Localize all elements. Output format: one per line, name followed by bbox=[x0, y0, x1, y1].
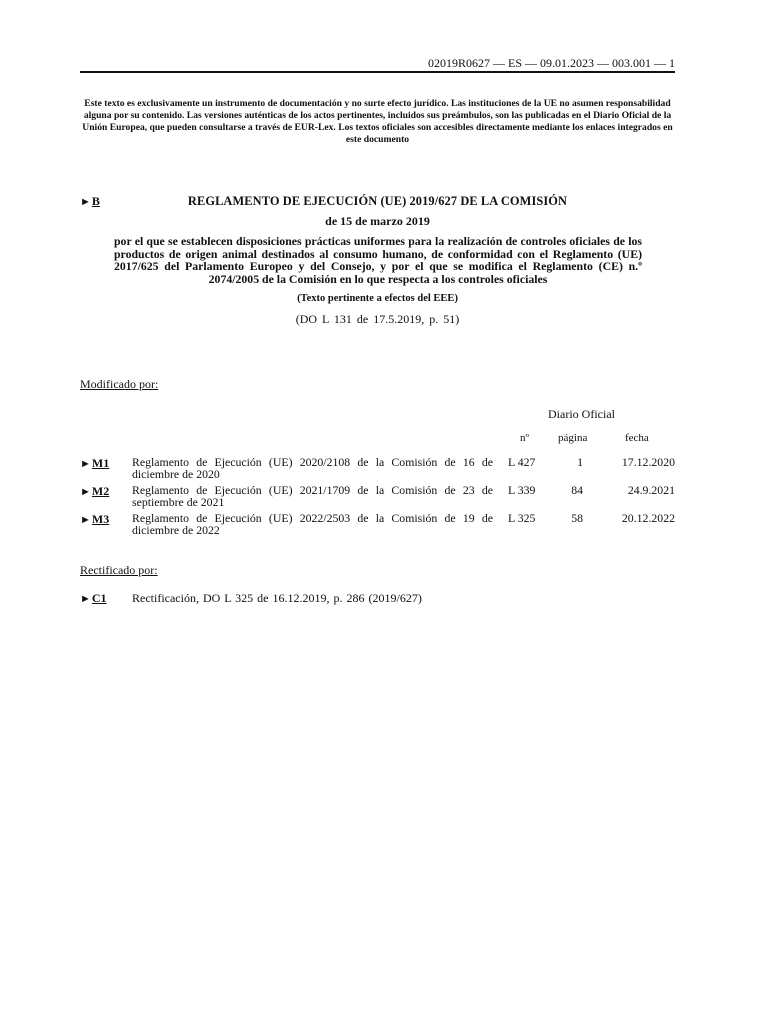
amendment-date: 17.12.2020 bbox=[621, 455, 675, 469]
amendment-marker[interactable] bbox=[80, 456, 109, 471]
document-page bbox=[80, 0, 675, 1024]
amendment-journal-number: L 339 bbox=[508, 483, 536, 497]
column-date: fecha bbox=[625, 432, 649, 444]
amendment-date: 24.9.2021 bbox=[627, 483, 675, 497]
regulation-subject: por el que se establecen disposiciones prácticas uniformes para la realización de controles oficiales de los productos de origen animal destinados al consumo humano, de conformidad con el Reglamento (UE) 2017/625 del Parlamento Europeo y del Consejo, y por el que se modifica el Reglamento (CE) n.º 2074/2005 de la Comisión en lo que respecta a los controles oficiales bbox=[114, 234, 642, 286]
amendment-marker[interactable] bbox=[80, 512, 109, 527]
amendment-page: 58 bbox=[571, 511, 583, 525]
column-page: página bbox=[558, 432, 588, 444]
corrected-by-label: Rectificado por: bbox=[80, 563, 158, 577]
regulation-date: de 15 de marzo 2019 bbox=[325, 214, 430, 228]
amendment-code[interactable]: M3 bbox=[91, 512, 110, 526]
amendment-journal-number: L 325 bbox=[508, 511, 536, 525]
amendment-row bbox=[80, 512, 675, 540]
amendment-description: Reglamento de Ejecución (UE) 2022/2503 de la Comisión de 19 de diciembre de 2022 bbox=[132, 511, 493, 537]
amendment-row bbox=[80, 484, 675, 512]
disclaimer: Este texto es exclusivamente un instrumento de documentación y no surte efecto jurídico. Las instituciones de la UE no asumen responsabilidad alguna por su contenido. Las versiones auténticas de los actos pertinentes, incluidos sus preámbulos, son las publicadas en el Diario Oficial de la Unión Europea, que pueden consultarse a través de EUR-Lex. Los textos oficiales son accesibles directamente mediante los enlaces integrados en este documento bbox=[82, 98, 673, 145]
regulation-title: REGLAMENTO DE EJECUCIÓN (UE) 2019/627 DE LA COMISIÓN bbox=[187, 194, 568, 208]
amended-by-label: Modificado por: bbox=[80, 377, 159, 391]
amendment-page: 1 bbox=[577, 455, 583, 469]
marker-arrow-icon: ► bbox=[80, 486, 91, 498]
journal-header: Diario Oficial bbox=[548, 407, 615, 421]
amendment-row bbox=[80, 456, 675, 484]
eee-relevance-note: (Texto pertinente a efectos del EEE) bbox=[297, 293, 458, 304]
marker-arrow-icon: ► bbox=[80, 196, 91, 208]
publication-reference: (DO L 131 de 17.5.2019, p. 51) bbox=[295, 312, 460, 326]
amendment-marker[interactable] bbox=[80, 484, 109, 499]
amendment-code[interactable]: M2 bbox=[91, 484, 110, 498]
marker-arrow-icon: ► bbox=[80, 593, 91, 605]
amendment-description: Reglamento de Ejecución (UE) 2020/2108 de la Comisión de 16 de diciembre de 2020 bbox=[132, 455, 493, 481]
document-reference: 02019R0627 — ES — 09.01.2023 — 003.001 — 1 bbox=[427, 56, 675, 70]
base-act-code[interactable]: B bbox=[91, 194, 100, 208]
correction-description: Rectificación, DO L 325 de 16.12.2019, p. 286 (2019/627) bbox=[132, 591, 422, 605]
amendment-date: 20.12.2022 bbox=[621, 511, 675, 525]
correction-code[interactable]: C1 bbox=[91, 591, 107, 605]
correction-marker[interactable] bbox=[80, 591, 107, 606]
marker-arrow-icon: ► bbox=[80, 458, 91, 470]
amendment-journal-number: L 427 bbox=[508, 455, 536, 469]
marker-arrow-icon: ► bbox=[80, 514, 91, 526]
column-number: nº bbox=[520, 432, 529, 444]
header-rule bbox=[80, 71, 675, 73]
amendment-description: Reglamento de Ejecución (UE) 2021/1709 de la Comisión de 23 de septiembre de 2021 bbox=[132, 483, 493, 509]
base-act-marker[interactable] bbox=[80, 194, 100, 209]
amendment-page: 84 bbox=[571, 483, 583, 497]
amendment-code[interactable]: M1 bbox=[91, 456, 110, 470]
